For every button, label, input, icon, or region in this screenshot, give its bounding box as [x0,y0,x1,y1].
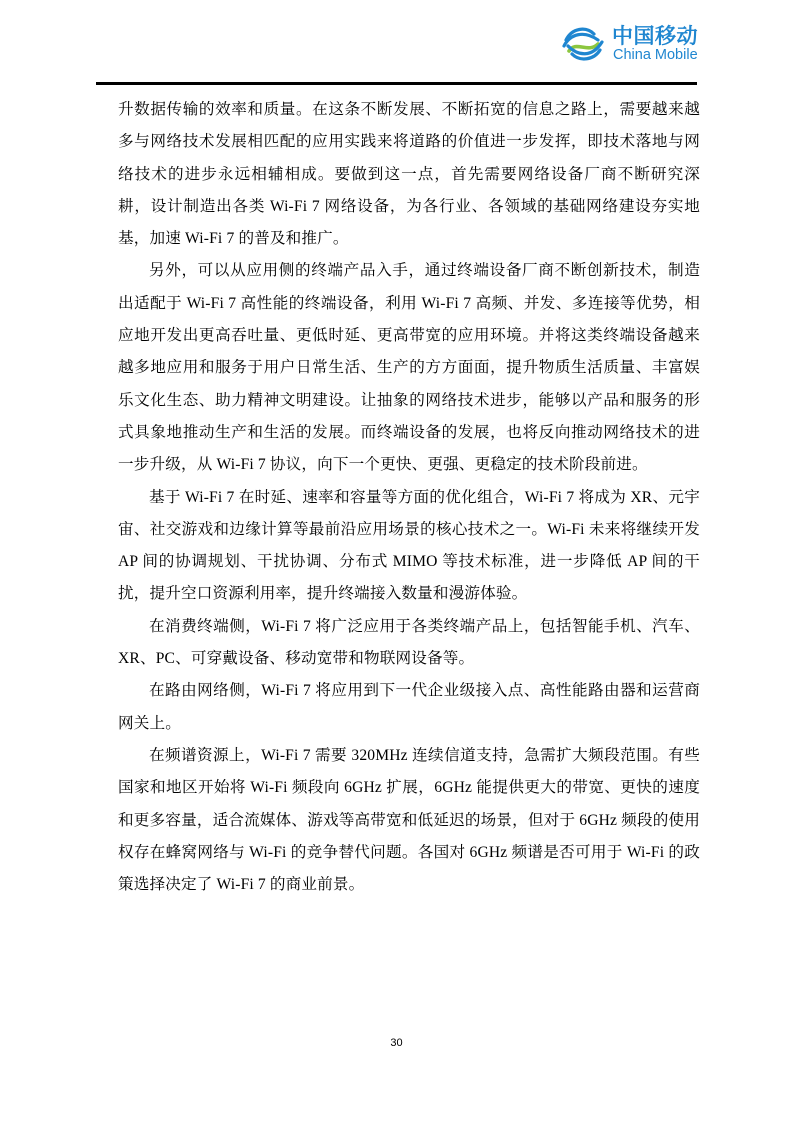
page-number: 30 [390,1037,403,1049]
logo-name-english: China Mobile [613,47,698,63]
logo-name-chinese: 中国移动 [612,24,698,48]
header-rule [96,82,697,85]
paragraph: 升数据传输的效率和质量。在这条不断发展、不断拓宽的信息之路上，需要越来越多与网络技术发展相匹配的应用实践来将道路的价值进一步发挥，即技术落地与网络技术的进步永远相辅相成。要做到这一点，首先需要网络设备厂商不断研究深耕，设计制造出各类 Wi-Fi 7 网络设备，为各行业、各领域的基础网络建设夯实地基，加速 Wi-Fi 7 的普及和推广。 [118,101,700,248]
paragraph: 在路由网络侧，Wi-Fi 7 将应用到下一代企业级接入点、高性能路由器和运营商网关上。 [118,682,700,732]
body-text [118,94,700,901]
paragraph: 另外，可以从应用侧的终端产品入手，通过终端设备厂商不断创新技术，制造出适配于 Wi-Fi 7 高性能的终端设备，利用 Wi-Fi 7 高频、并发、多连接等优势，相应地开发出更高吞吐量、更低时延、更高带宽的应用环境。并将这类终端设备越来越多地应用和服务于用户日常生活、生产的方方面面，提升物质生活质量、丰富娱乐文化生态、助力精神文明建设。让抽象的网络技术进步，能够以产品和服务的形式具象地推动生产和生活的发展。而终端设备的发展，也将反向推动网络技术的进一步升级，从 Wi-Fi 7 协议，向下一个更快、更强、更稳定的技术阶段前进。 [118,262,700,474]
paragraph: 基于 Wi-Fi 7 在时延、速率和容量等方面的优化组合，Wi-Fi 7 将成为 XR、元宇宙、社交游戏和边缘计算等最前沿应用场景的核心技术之一。Wi-Fi 未来将继续开发 AP 间的协调规划、干扰协调、分布式 MIMO 等技术标准，进一步降低 AP 间的干扰，提升空口资源利用率，提升终端接入数量和漫游体验。 [118,488,700,603]
paragraph: 在频谱资源上，Wi-Fi 7 需要 320MHz 连续信道支持，急需扩大频段范围。有些国家和地区开始将 Wi-Fi 频段向 6GHz 扩展，6GHz 能提供更大的带宽、更快的速度和更多容量，适合流媒体、游戏等高带宽和低延迟的场景，但对于 6GHz 频段的使用权存在蜂窝网络与 Wi-Fi 的竞争替代问题。各国对 6GHz 频谱是否可用于 Wi-Fi 的政策选择决定了 Wi-Fi 7 的商业前景。 [118,746,700,894]
china-mobile-logo [560,18,710,70]
paragraph: 在消费终端侧，Wi-Fi 7 将广泛应用于各类终端产品上，包括智能手机、汽车、XR、PC、可穿戴设备、移动宽带和物联网设备等。 [118,617,700,668]
china-mobile-logo-icon [560,20,606,66]
